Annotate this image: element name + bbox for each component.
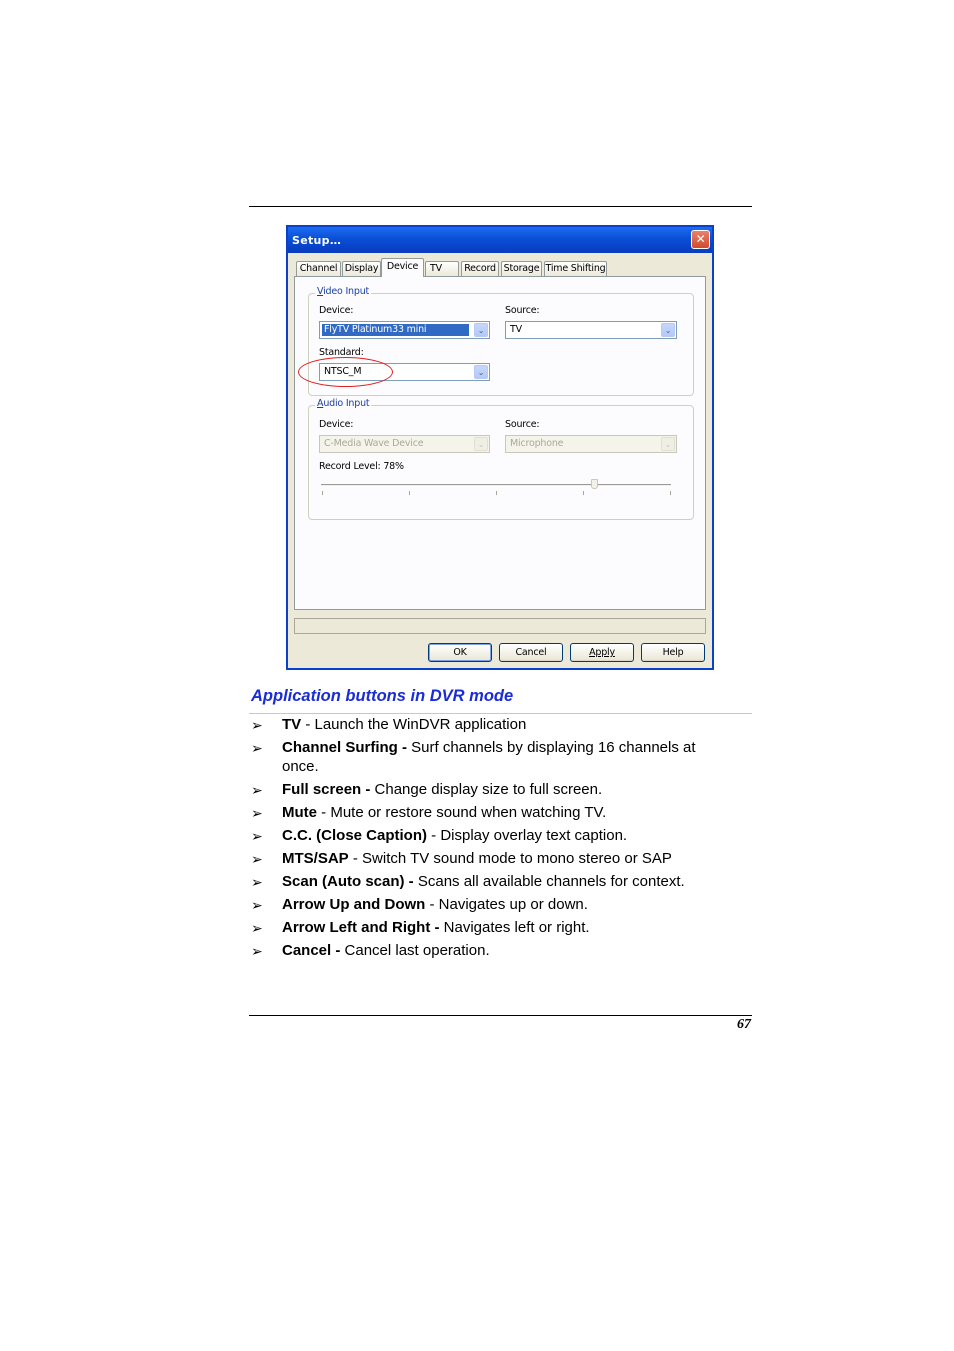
chevron-down-icon[interactable]: ⌄ [661, 323, 675, 337]
list-item: ➢ Cancel - Cancel last operation. [251, 942, 490, 960]
cancel-button[interactable]: Cancel [499, 643, 563, 662]
list-item: ➢ Channel Surfing - Surf channels by displaying 16 channels at once. [251, 739, 696, 775]
slider-tick [322, 491, 323, 495]
standard-select[interactable]: NTSC_M ⌄ [319, 363, 490, 381]
chevron-down-icon[interactable]: ⌄ [474, 323, 488, 337]
slider-tick [496, 491, 497, 495]
device-tab-panel [294, 276, 706, 610]
video-device-select[interactable]: FlyTV Platinum33 mini ⌄ [319, 321, 490, 339]
list-item: ➢ MTS/SAP - Switch TV sound mode to mono stereo or SAP [251, 849, 672, 867]
button-list [251, 716, 731, 965]
video-source-select[interactable]: TV ⌄ [505, 321, 677, 339]
standard-label: Standard: [319, 347, 364, 358]
tab-device[interactable]: Device [381, 258, 424, 277]
slider-thumb[interactable] [591, 479, 598, 489]
tab-display[interactable]: Display [342, 261, 381, 276]
video-device-label: Device: [319, 305, 354, 316]
dialog-titlebar[interactable] [288, 227, 712, 253]
list-item: ➢ C.C. (Close Caption) - Display overlay text caption. [251, 826, 628, 844]
list-item: ➢ Full screen - Change display size to full screen. [251, 780, 603, 798]
audio-device-select[interactable]: C-Media Wave Device ⌄ [319, 435, 490, 453]
highlight-ellipse [298, 357, 393, 387]
record-level-label: Record Level: 78% [319, 461, 404, 472]
chevron-down-icon[interactable]: ⌄ [661, 437, 675, 451]
page-number: 67 [737, 1017, 751, 1032]
bottom-rule [249, 1015, 752, 1016]
video-source-label: Source: [505, 305, 540, 316]
heading-rule [249, 713, 752, 714]
tab-storage[interactable]: Storage [501, 261, 542, 276]
slider-tick [409, 491, 410, 495]
tab-tv[interactable]: TV [425, 261, 459, 276]
list-item: ➢ Mute - Mute or restore sound when watching TV. [251, 803, 607, 821]
slider-tick [670, 491, 671, 495]
status-bar [294, 618, 706, 634]
video-input-label: Video Input [317, 286, 370, 297]
tab-channel[interactable]: Channel [296, 261, 341, 276]
tab-record[interactable]: Record [461, 261, 499, 276]
dialog-title: Setup… [292, 234, 342, 247]
setup-dialog [286, 225, 714, 670]
apply-button[interactable]: Apply [570, 643, 634, 662]
audio-source-select[interactable]: Microphone ⌄ [505, 435, 677, 453]
audio-source-label: Source: [505, 419, 540, 430]
ok-button[interactable]: OK [428, 643, 492, 662]
list-item: ➢ Arrow Left and Right - Navigates left or right. [251, 919, 590, 937]
audio-device-label: Device: [319, 419, 354, 430]
close-icon[interactable]: ✕ [691, 230, 710, 249]
record-level-slider[interactable] [321, 484, 671, 487]
audio-input-label: Audio Input [317, 398, 370, 409]
list-item: ➢ TV - Launch the WinDVR application [251, 716, 527, 733]
chevron-down-icon[interactable]: ⌄ [474, 365, 488, 379]
list-item: ➢ Arrow Up and Down - Navigates up or down. [251, 896, 588, 914]
top-rule [249, 206, 752, 207]
chevron-down-icon[interactable]: ⌄ [474, 437, 488, 451]
list-item: ➢ Scan (Auto scan) - Scans all available channels for context. [251, 873, 685, 891]
help-button[interactable]: Help [641, 643, 705, 662]
tab-time-shifting[interactable]: Time Shifting [545, 263, 606, 274]
slider-tick [583, 491, 584, 495]
section-heading: Application buttons in DVR mode [251, 687, 514, 705]
